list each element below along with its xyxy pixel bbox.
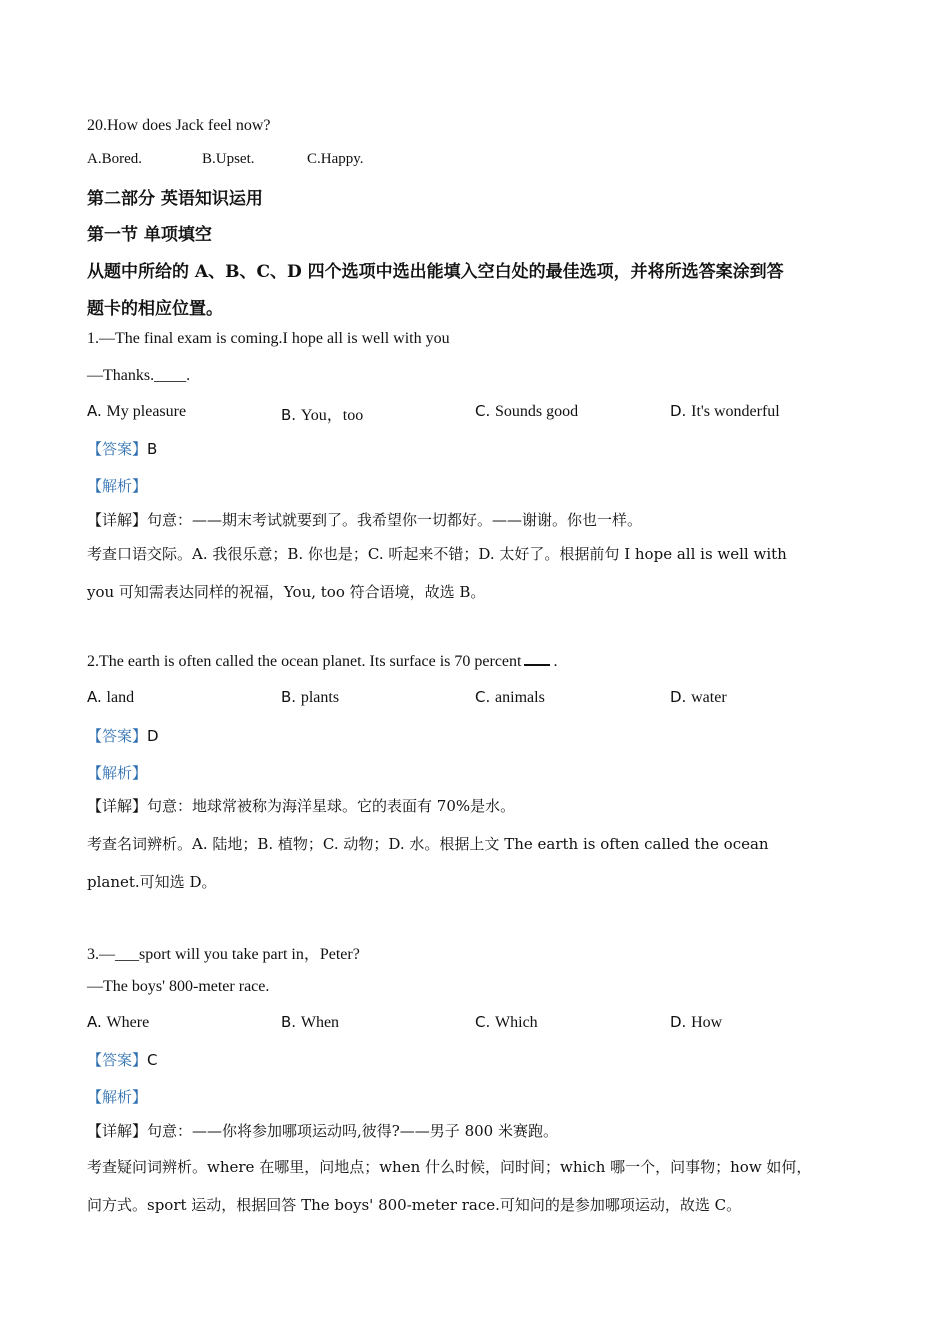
q20-option-c: C.Happy. xyxy=(307,151,364,167)
q2-option-a: A. land xyxy=(87,688,135,706)
q3-detail: 【详解】句意：——你将参加哪项运动吗,彼得?——男子 800 米赛跑。 xyxy=(87,1122,558,1140)
answer-tag: 【答案】 xyxy=(87,1051,148,1069)
q20-option-a: A.Bored. xyxy=(87,151,142,167)
q1-option-b: B. You，too xyxy=(281,406,364,424)
answer-tag: 【答案】 xyxy=(87,440,148,458)
section-instruction-line2: 题卡的相应位置。 xyxy=(87,299,223,319)
q2-option-c: C. animals xyxy=(475,688,545,706)
q1-explain-line2: you 可知需表达同样的祝福，You, too 符合语境，故选 B。 xyxy=(87,583,486,601)
q2-option-d: D. water xyxy=(670,688,727,706)
q1-explain-line1: 考查口语交际。A. 我很乐意；B. 你也是；C. 听起来不错；D. 太好了。根据前句 I hope all is well with xyxy=(87,545,787,563)
q3-explain-line2: 问方式。sport 运动，根据回答 The boys' 800-meter race.可知问的是参加哪项运动，故选 C。 xyxy=(87,1196,742,1214)
q2-detail: 【详解】句意：地球常被称为海洋星球。它的表面有 70%是水。 xyxy=(87,797,516,815)
q2-option-b: B. plants xyxy=(281,688,340,706)
q20-option-b: B.Upset. xyxy=(202,151,255,167)
q3-explain-line1: 考查疑问词辨析。where 在哪里，问地点；when 什么时候，问时间；which 哪一个，问事物；how 如何， xyxy=(87,1158,812,1176)
q3-option-c: C. Which xyxy=(475,1013,538,1031)
q3-answer: 【答案】C xyxy=(87,1051,158,1069)
section-part-title: 第二部分 英语知识运用 xyxy=(87,189,263,209)
q3-option-b: B. When xyxy=(281,1013,340,1031)
q20-question: 20.How does Jack feel now? xyxy=(87,117,271,134)
q1-answer: 【答案】B xyxy=(87,440,158,458)
q1-option-a: A. My pleasure xyxy=(87,402,187,420)
answer-blank xyxy=(524,652,550,666)
q2-explain-line1: 考查名词辨析。A. 陆地；B. 植物；C. 动物；D. 水。根据上文 The earth is often called the ocean xyxy=(87,835,769,853)
answer-tag: 【答案】 xyxy=(87,727,148,745)
q3-option-a: A. Where xyxy=(87,1013,150,1031)
q1-analysis-tag: 【解析】 xyxy=(87,477,148,495)
q3-line2: —The boys' 800-meter race. xyxy=(87,978,270,995)
q2-line1: 2.The earth is often called the ocean planet. Its surface is 70 percent . xyxy=(87,653,558,670)
q1-option-c: C. Sounds good xyxy=(475,402,579,420)
q3-option-d: D. How xyxy=(670,1013,723,1031)
q2-answer: 【答案】D xyxy=(87,727,159,745)
q3-line1: 3.—___sport will you take part in，Peter? xyxy=(87,946,360,963)
section-instruction-line1: 从题中所给的 A、B、C、D 四个选项中选出能填入空白处的最佳选项，并将所选答案涂到答 xyxy=(87,262,784,282)
q3-analysis-tag: 【解析】 xyxy=(87,1088,148,1106)
q1-line2: —Thanks.____. xyxy=(87,367,191,384)
q2-analysis-tag: 【解析】 xyxy=(87,764,148,782)
section-subsection-title: 第一节 单项填空 xyxy=(87,225,212,245)
q1-detail: 【详解】句意：——期末考试就要到了。我希望你一切都好。——谢谢。你也一样。 xyxy=(87,511,643,529)
q1-line1: 1.—The final exam is coming.I hope all is well with you xyxy=(87,330,450,347)
q2-explain-line2: planet.可知选 D。 xyxy=(87,873,217,891)
q1-option-d: D. It's wonderful xyxy=(670,402,780,420)
